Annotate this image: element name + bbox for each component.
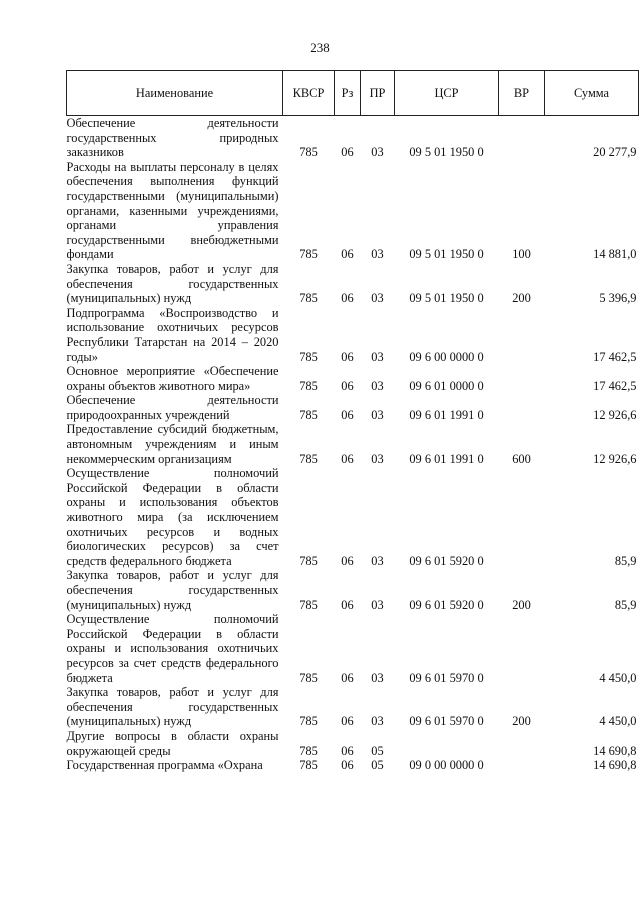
row-rz: 06 xyxy=(341,758,354,773)
row-pr: 03 xyxy=(371,349,384,364)
row-sum: 85,9 xyxy=(614,553,637,568)
row-kvsr: 785 xyxy=(299,407,318,422)
row-pr: 03 xyxy=(371,407,384,422)
row-csr: 09 6 01 5920 0 xyxy=(409,597,484,612)
row-kvsr: 785 xyxy=(299,247,318,262)
table-row xyxy=(67,393,639,422)
row-vr: 600 xyxy=(512,451,531,466)
row-sum: 14 881,0 xyxy=(593,247,637,262)
row-vr: 200 xyxy=(512,714,531,729)
row-csr: 09 6 00 0000 0 xyxy=(409,349,484,364)
row-kvsr: 785 xyxy=(299,291,318,306)
row-vr xyxy=(499,612,545,685)
row-csr: 09 5 01 1950 0 xyxy=(409,145,484,160)
page-number: 238 xyxy=(310,40,330,55)
row-rz: 06 xyxy=(341,451,354,466)
row-kvsr: 785 xyxy=(299,670,318,685)
row-csr: 09 6 01 5920 0 xyxy=(409,553,484,568)
row-kvsr: 785 xyxy=(299,714,318,729)
row-vr xyxy=(499,729,545,758)
row-sum: 4 450,0 xyxy=(599,714,637,729)
row-vr: 200 xyxy=(512,597,531,612)
row-rz: 06 xyxy=(341,670,354,685)
row-rz: 06 xyxy=(341,553,354,568)
row-csr: 09 6 01 5970 0 xyxy=(409,670,484,685)
row-vr xyxy=(499,393,545,422)
row-kvsr: 785 xyxy=(299,597,318,612)
table-row xyxy=(67,612,639,685)
table-row xyxy=(67,116,639,160)
row-vr xyxy=(499,758,545,773)
row-rz: 06 xyxy=(341,291,354,306)
table-row xyxy=(67,685,639,729)
row-name: Закупка товаров, работ и услуг для обеспечения государственных (муниципальных) нужд xyxy=(66,685,279,729)
row-rz: 06 xyxy=(341,743,354,758)
header-rz: Рз xyxy=(335,71,361,116)
row-vr xyxy=(499,306,545,364)
row-kvsr: 785 xyxy=(299,451,318,466)
header-pr: ПР xyxy=(361,71,395,116)
header-csr: ЦСР xyxy=(395,71,499,116)
row-kvsr: 785 xyxy=(299,553,318,568)
table-row xyxy=(67,568,639,612)
row-sum: 4 450,0 xyxy=(599,670,637,685)
row-rz: 06 xyxy=(341,247,354,262)
row-name: Обеспечение деятельности природоохранных учреждений xyxy=(66,393,279,422)
budget-table xyxy=(66,70,639,773)
row-rz: 06 xyxy=(341,145,354,160)
table-row xyxy=(67,306,639,364)
row-kvsr: 785 xyxy=(299,378,318,393)
row-csr: 09 5 01 1950 0 xyxy=(409,291,484,306)
row-pr: 03 xyxy=(371,670,384,685)
row-rz: 06 xyxy=(341,714,354,729)
row-pr: 03 xyxy=(371,378,384,393)
row-name: Осуществление полномочий Российской Федерации в области охраны и использования объектов животного мира (за исключением охотничьих ресурсов и водных биологических ресурсов) за счет средств федерального бюджета xyxy=(66,466,279,568)
row-name: Государственная программа «Охрана xyxy=(66,758,263,773)
row-csr: 09 6 01 1991 0 xyxy=(409,451,484,466)
row-sum: 12 926,6 xyxy=(593,451,637,466)
row-csr: 09 0 00 0000 0 xyxy=(409,758,484,773)
row-pr: 05 xyxy=(371,743,384,758)
row-csr xyxy=(395,729,499,758)
row-kvsr: 785 xyxy=(299,758,318,773)
row-name: Осуществление полномочий Российской Федерации в области охраны и использования охотничьих ресурсов за счет средств федерального бюджета xyxy=(66,612,279,685)
row-kvsr: 785 xyxy=(299,743,318,758)
row-vr xyxy=(499,466,545,568)
table-row xyxy=(67,262,639,306)
row-csr: 09 6 01 0000 0 xyxy=(409,378,484,393)
table-row xyxy=(67,364,639,393)
row-rz: 06 xyxy=(341,378,354,393)
row-sum: 12 926,6 xyxy=(593,407,637,422)
row-rz: 06 xyxy=(341,597,354,612)
header-kvsr: КВСР xyxy=(283,71,335,116)
table-body xyxy=(67,116,639,773)
row-name: Обеспечение деятельности государственных природных заказников xyxy=(66,116,279,160)
row-pr: 03 xyxy=(371,247,384,262)
header-sum: Сумма xyxy=(545,71,639,116)
row-rz: 06 xyxy=(341,407,354,422)
row-pr: 03 xyxy=(371,451,384,466)
row-kvsr: 785 xyxy=(299,145,318,160)
row-sum: 14 690,8 xyxy=(593,758,637,773)
table-header-row xyxy=(67,71,639,116)
row-sum: 17 462,5 xyxy=(593,378,637,393)
row-name: Основное мероприятие «Обеспечение охраны объектов животного мира» xyxy=(66,364,279,393)
row-pr: 05 xyxy=(371,758,384,773)
row-sum: 5 396,9 xyxy=(599,291,637,306)
row-pr: 03 xyxy=(371,145,384,160)
row-sum: 17 462,5 xyxy=(593,349,637,364)
row-name: Подпрограмма «Воспроизводство и использование охотничьих ресурсов Республики Татарстан на 2014 – 2020 годы» xyxy=(66,305,279,364)
table-row xyxy=(67,729,639,758)
row-csr: 09 5 01 1950 0 xyxy=(409,247,484,262)
row-name: Закупка товаров, работ и услуг для обеспечения государственных (муниципальных) нужд xyxy=(66,261,279,306)
row-vr xyxy=(499,364,545,393)
row-sum: 20 277,9 xyxy=(593,145,637,160)
row-vr xyxy=(499,116,545,160)
row-sum: 14 690,8 xyxy=(593,743,637,758)
row-sum: 85,9 xyxy=(614,597,637,612)
table-row xyxy=(67,160,639,262)
header-name: Наименование xyxy=(67,71,283,116)
row-pr: 03 xyxy=(371,291,384,306)
table-row xyxy=(67,466,639,568)
row-vr: 200 xyxy=(512,291,531,306)
row-pr: 03 xyxy=(371,714,384,729)
row-name: Расходы на выплаты персоналу в целях обеспечения выполнения функций государственными (муниципальными) органами, казенными учреждениями, органами управления государственными внебюджетными фондами xyxy=(66,159,279,262)
row-csr: 09 6 01 5970 0 xyxy=(409,714,484,729)
table-row xyxy=(67,758,639,773)
row-csr: 09 6 01 1991 0 xyxy=(409,407,484,422)
header-vr: ВР xyxy=(499,71,545,116)
row-name: Закупка товаров, работ и услуг для обеспечения государственных (муниципальных) нужд xyxy=(66,568,279,612)
row-kvsr: 785 xyxy=(299,349,318,364)
row-name: Другие вопросы в области охраны окружающей среды xyxy=(66,728,279,758)
table-row xyxy=(67,422,639,466)
row-vr: 100 xyxy=(512,247,531,262)
row-pr: 03 xyxy=(371,597,384,612)
row-name: Предоставление субсидий бюджетным, автономным учреждениям и иным некоммерческим организациям xyxy=(66,422,279,466)
row-pr: 03 xyxy=(371,553,384,568)
row-rz: 06 xyxy=(341,349,354,364)
